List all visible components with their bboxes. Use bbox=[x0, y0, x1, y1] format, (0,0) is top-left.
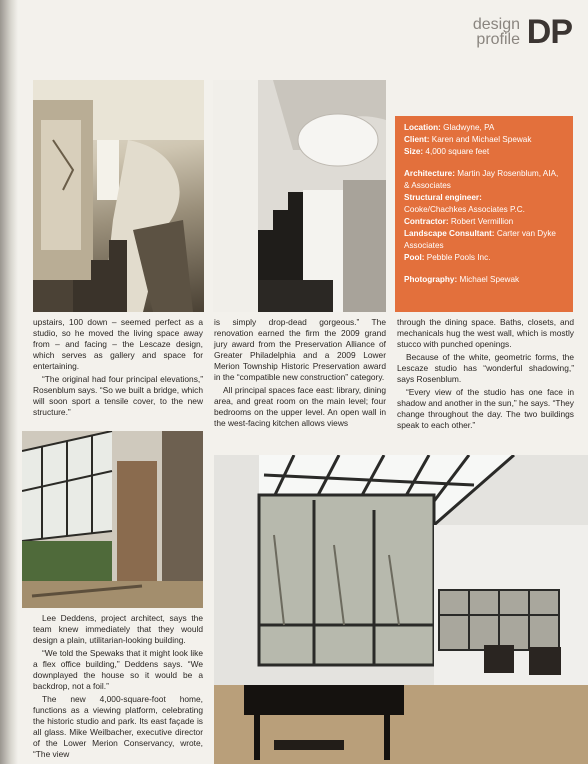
header-line-2: profile bbox=[476, 31, 520, 48]
info-landscape: Landscape Consultant: Carter van Dyke Associates bbox=[404, 229, 556, 250]
paragraph: “We told the Spewaks that it might look like a flex office building,” Deddens says. “We downplayed the house so it would be a backdrop, not a foil.” bbox=[33, 648, 203, 691]
header-line-1: design bbox=[472, 16, 520, 33]
paragraph: The new 4,000-square-foot home, functions as a viewing platform, celebrating the historic studio and park. Its east façade is all glass. Mike Weilbacher, executive director of the Lower Merion Conservancy, wrote, “The view bbox=[33, 694, 203, 759]
photo-great-room-piano bbox=[214, 455, 588, 764]
paragraph: “The original had four principal elevations,” Rosenblum says. “So we built a bridge, which will soon sport a tensile cover, to the new structure.” bbox=[33, 374, 203, 417]
page-spine-shadow bbox=[0, 0, 18, 764]
info-client: Client: Karen and Michael Spewak bbox=[404, 135, 532, 144]
section-header bbox=[432, 14, 572, 54]
article-column-3 bbox=[397, 317, 574, 433]
header-label bbox=[473, 17, 520, 47]
info-architecture: Architecture: Martin Jay Rosenblum, AIA, & Associates bbox=[404, 169, 559, 190]
paragraph: Because of the white, geometric forms, the Lescaze studio has “wonderful shadowing,” says Rosenblum. bbox=[397, 352, 574, 384]
header-mark: DP bbox=[526, 13, 572, 51]
photo-construction-interior-art bbox=[22, 431, 203, 608]
article-column-4 bbox=[33, 613, 203, 762]
paragraph: “Every view of the studio has one face in shadow and another in the sun,” he says. “They change throughout the day. The two buildings speak to each other.” bbox=[397, 387, 574, 430]
photo-great-room-piano-art bbox=[214, 455, 588, 764]
info-contractor: Contractor: Robert Vermillion bbox=[404, 217, 514, 226]
photo-restored-staircase-art bbox=[213, 80, 386, 312]
info-structural: Structural engineer: Cooke/Chachkes Associates P.C. bbox=[404, 193, 525, 214]
paragraph: All principal spaces face east: library, dining area, and great room on the main level; four bedrooms on the upper level. An open wall in the west-facing kitchen allows views bbox=[214, 385, 386, 428]
paragraph: Lee Deddens, project architect, says the team knew immediately that they would design a plain, utilitarian-looking building. bbox=[33, 613, 203, 645]
photo-restored-staircase bbox=[213, 80, 386, 312]
info-photography: Photography: Michael Spewak bbox=[404, 275, 520, 284]
info-size: Size: 4,000 square feet bbox=[404, 147, 490, 156]
article-column-2 bbox=[214, 317, 386, 431]
info-location: Location: Gladwyne, PA bbox=[404, 123, 495, 132]
info-pool: Pool: Pebble Pools Inc. bbox=[404, 253, 491, 262]
paragraph: upstairs, 100 down – seemed perfect as a studio, so he moved the living space away from – and facing – the Lescaze design, which serves as gallery and space for entertaining. bbox=[33, 317, 203, 371]
photo-ruined-staircase-art bbox=[33, 80, 204, 312]
paragraph: through the dining space. Baths, closets, and mechanicals hug the west wall, which is mostly stucco with punched openings. bbox=[397, 317, 574, 349]
article-column-1 bbox=[33, 317, 203, 420]
photo-construction-interior bbox=[22, 431, 203, 608]
paragraph: is simply drop-dead gorgeous.” The renovation earned the firm the 2009 grand jury award from the Preservation Alliance of Greater Philadelphia and a 2009 Lower Merion Township Historic Preservation award in the “compatible new construction” category. bbox=[214, 317, 386, 382]
photo-ruined-staircase bbox=[33, 80, 204, 312]
project-info-box bbox=[395, 116, 573, 312]
